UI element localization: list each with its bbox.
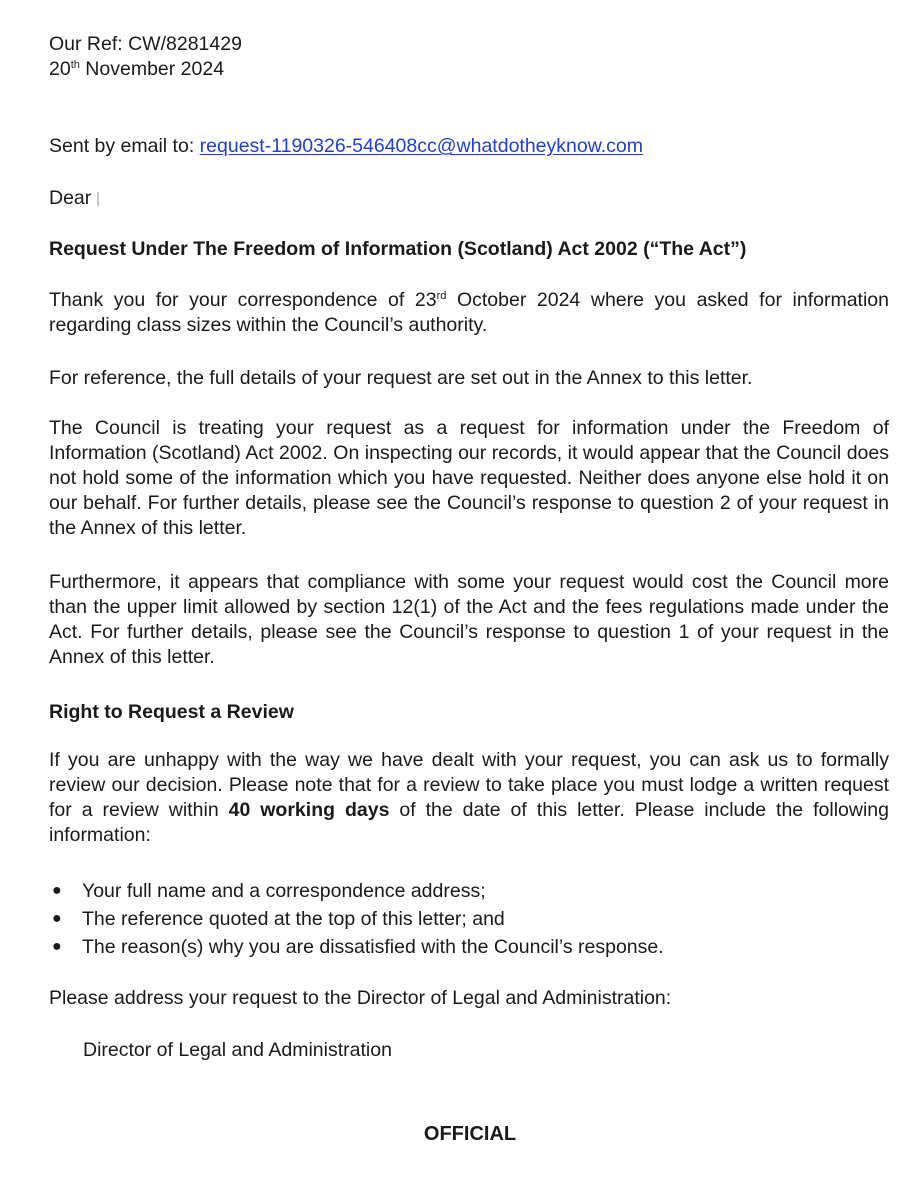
paragraph-thanks: Thank you for your correspondence of 23rd October 2024 where you asked for information regarding class sizes within the Council’s authority. xyxy=(49,289,889,336)
sent-by-line xyxy=(49,134,889,159)
paragraph-reference: For reference, the full details of your request are set out in the Annex to this letter. xyxy=(49,367,753,389)
address-line: Director of Legal and Administration xyxy=(83,1039,392,1061)
review-heading: Right to Request a Review xyxy=(49,701,294,723)
sent-by-label: Sent by email to: xyxy=(49,135,200,157)
paragraph-address-intro: Please address your request to the Director of Legal and Administration: xyxy=(49,987,672,1009)
bullet-icon: ● xyxy=(52,938,62,955)
review-info-list xyxy=(49,877,889,961)
letter-date: 20th November 2024 xyxy=(49,58,225,80)
our-reference: Our Ref: CW/8281429 xyxy=(49,33,242,55)
bullet-icon: ● xyxy=(52,882,62,899)
reference-block xyxy=(49,32,889,82)
letter-title: Request Under The Freedom of Information (Scotland) Act 2002 (“The Act”) xyxy=(49,238,747,260)
paragraph-treatment: The Council is treating your request as a request for information under the Freedom of Information (Scotland) Act 2002. On inspecting our records, it would appear that the Council does not hold some of the information which you have requested. Neither does anyone else hold it on our behalf. For further details, please see the Council’s response to question 2 of your request in the Annex of this letter. xyxy=(49,417,889,539)
redacted-name xyxy=(97,192,99,206)
list-item: ● The reference quoted at the top of this letter; and xyxy=(49,905,889,933)
paragraph-cost-limit: Furthermore, it appears that compliance with some your request would cost the Council more than the upper limit allowed by section 12(1) of the Act and the fees regulations made under the Act. For further details, please see the Council’s response to question 1 of your request in the Annex of this letter. xyxy=(49,571,889,668)
recipient-email-link[interactable]: request-1190326-546408cc@whatdotheyknow.com xyxy=(199,135,643,157)
list-item: ● Your full name and a correspondence address; xyxy=(49,877,889,905)
salutation: Dear xyxy=(49,186,889,211)
paragraph-review: If you are unhappy with the way we have dealt with your request, you can ask us to formally review our decision. Please note that for a review to take place you must lodge a written request for a review within 40 working days of the date of this letter. Please include the following information: xyxy=(49,749,889,846)
classification-footer: OFFICIAL xyxy=(423,1123,517,1145)
bullet-icon: ● xyxy=(52,910,62,927)
list-item: ● The reason(s) why you are dissatisfied with the Council’s response. xyxy=(49,933,889,961)
